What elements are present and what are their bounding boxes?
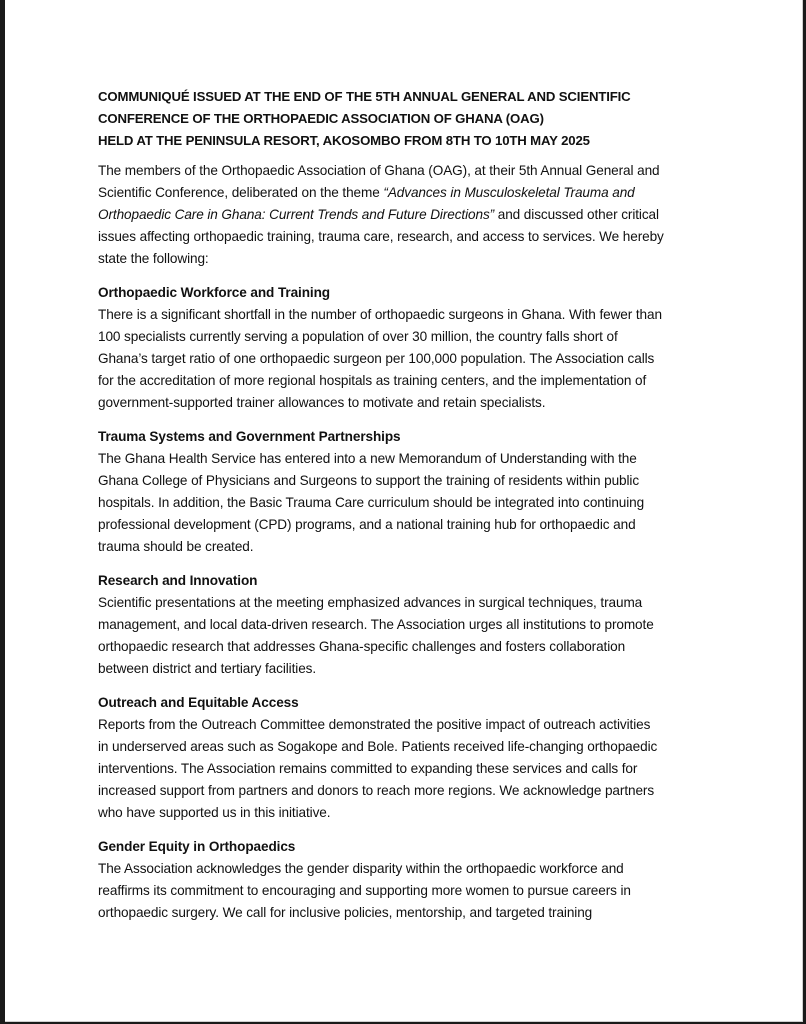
text-line: hospitals. In addition, the Basic Trauma Care curriculum should be integrated into continuing bbox=[98, 495, 645, 510]
document-content bbox=[98, 86, 718, 924]
text-line: The Association acknowledges the gender disparity within the orthopaedic workforce and bbox=[98, 861, 624, 876]
text-line: increased support from partners and donors to reach more regions. We acknowledge partners bbox=[98, 783, 655, 798]
text-line bbox=[98, 204, 718, 226]
conference-theme: “Advances in Musculoskeletal Trauma and bbox=[383, 185, 635, 200]
text-line bbox=[98, 182, 718, 204]
text-line: professional development (CPD) programs, and a national training hub for orthopaedic and bbox=[98, 517, 636, 532]
title-line: HELD AT THE PENINSULA RESORT, AKOSOMBO FROM 8TH TO 10TH MAY 2025 bbox=[98, 133, 590, 148]
section-outreach-access bbox=[98, 692, 718, 824]
text-line: orthopaedic research that addresses Ghana-specific challenges and fosters collaboration bbox=[98, 639, 626, 654]
text-line: The Ghana Health Service has entered into a new Memorandum of Understanding with the bbox=[98, 451, 637, 466]
section-paragraph bbox=[98, 304, 718, 414]
text-line: trauma should be created. bbox=[98, 539, 254, 554]
section-gender-equity bbox=[98, 836, 718, 924]
document-page bbox=[5, 0, 803, 1022]
section-heading: Trauma Systems and Government Partnerships bbox=[98, 429, 401, 444]
section-paragraph bbox=[98, 592, 718, 680]
text-segment: and discussed other critical bbox=[494, 207, 659, 222]
communique-title bbox=[98, 86, 718, 152]
section-heading: Orthopaedic Workforce and Training bbox=[98, 285, 331, 300]
text-line: Ghana’s target ratio of one orthopaedic surgeon per 100,000 population. The Association calls bbox=[98, 351, 655, 366]
text-line: The members of the Orthopaedic Association of Ghana (OAG), at their 5th Annual General and bbox=[98, 163, 660, 178]
text-line: Scientific presentations at the meeting emphasized advances in surgical techniques, trauma bbox=[98, 595, 643, 610]
text-line: issues affecting orthopaedic training, trauma care, research, and access to services. We hereby bbox=[98, 229, 664, 244]
text-line: reaffirms its commitment to encouraging and supporting more women to pursue careers in bbox=[98, 883, 631, 898]
text-line: state the following: bbox=[98, 251, 209, 266]
section-heading: Outreach and Equitable Access bbox=[98, 695, 299, 710]
text-line: interventions. The Association remains committed to expanding these services and calls for bbox=[98, 761, 638, 776]
conference-theme: Orthopaedic Care in Ghana: Current Trends and Future Directions” bbox=[98, 207, 495, 222]
text-line: management, and local data-driven research. The Association urges all institutions to promote bbox=[98, 617, 654, 632]
text-line: between district and tertiary facilities. bbox=[98, 661, 317, 676]
text-line: Ghana College of Physicians and Surgeons to support the training of residents within public bbox=[98, 473, 640, 488]
section-trauma-systems bbox=[98, 426, 718, 558]
text-line: Reports from the Outreach Committee demonstrated the positive impact of outreach activities bbox=[98, 717, 651, 732]
section-paragraph bbox=[98, 448, 718, 558]
section-paragraph bbox=[98, 714, 718, 824]
text-line: who have supported us in this initiative. bbox=[98, 805, 331, 820]
text-line: for the accreditation of more regional hospitals as training centers, and the implementation of bbox=[98, 373, 647, 388]
section-workforce-training bbox=[98, 282, 718, 414]
text-line: There is a significant shortfall in the number of orthopaedic surgeons in Ghana. With fewer than bbox=[98, 307, 662, 322]
section-heading: Gender Equity in Orthopaedics bbox=[98, 839, 296, 854]
section-research-innovation bbox=[98, 570, 718, 680]
text-segment: Scientific Conference, deliberated on the theme bbox=[98, 185, 384, 200]
section-heading: Research and Innovation bbox=[98, 573, 258, 588]
text-line: 100 specialists currently serving a population of over 30 million, the country falls short of bbox=[98, 329, 618, 344]
text-line: government-supported trainer allowances to motivate and retain specialists. bbox=[98, 395, 546, 410]
title-line: CONFERENCE OF THE ORTHOPAEDIC ASSOCIATION OF GHANA (OAG) bbox=[98, 111, 544, 126]
section-paragraph bbox=[98, 858, 718, 924]
text-line: in underserved areas such as Sogakope and Bole. Patients received life-changing orthopaedic bbox=[98, 739, 658, 754]
intro-paragraph bbox=[98, 160, 718, 270]
text-line: orthopaedic surgery. We call for inclusive policies, mentorship, and targeted training bbox=[98, 905, 593, 920]
title-line: COMMUNIQUÉ ISSUED AT THE END OF THE 5TH ANNUAL GENERAL AND SCIENTIFIC bbox=[98, 89, 631, 104]
